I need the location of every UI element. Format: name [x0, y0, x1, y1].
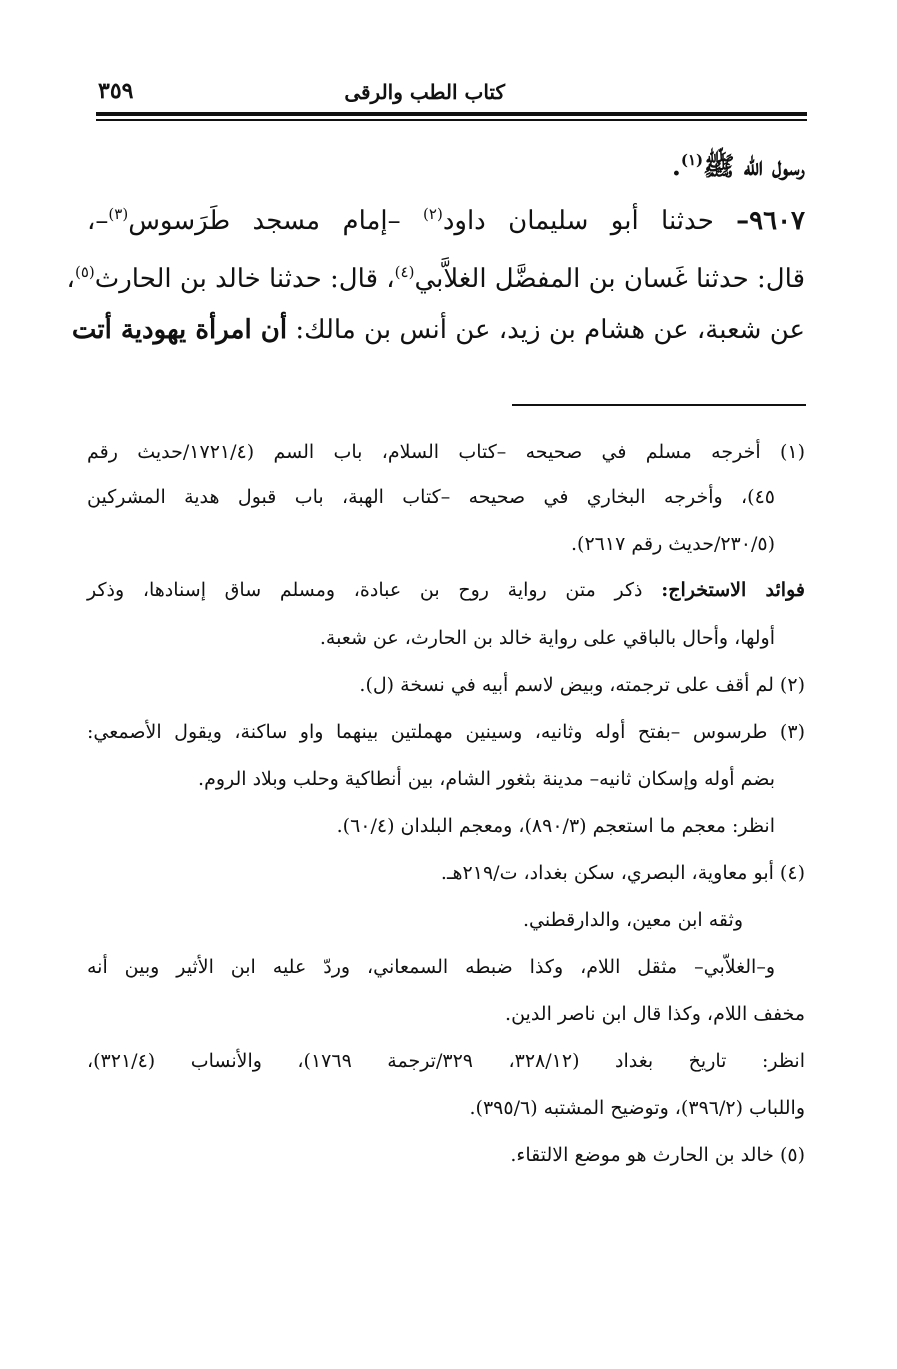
main-text-segment: –، — [87, 206, 109, 236]
main-text-segment: ، — [66, 264, 75, 294]
main-text-segment: . — [671, 152, 681, 182]
footnote-line: (٣) طرسوس –بفتح أوله وثانيه، وسينين مهملتين بينهما واو ساكنة، ويقول الأصمعي: — [87, 721, 805, 743]
footnote-ref-1: (١) — [680, 151, 704, 169]
running-header-title: كتاب الطب والرقى — [344, 80, 505, 104]
main-text-segment: رسول الله ﷺ — [703, 152, 805, 182]
footnote-text: ذكر متن رواية روح بن عبادة، ومسلم ساق إسنادها، وذكر — [87, 579, 662, 601]
footnote-line: ٤٥)، وأخرجه البخاري في صحيحه –كتاب الهبة، باب قبول هدية المشركين — [87, 486, 775, 508]
main-text-segment: ، قال: حدثنا خالد بن الحارث — [94, 264, 395, 294]
footnote-line: (٤) أبو معاوية، البصري، سكن بغداد، ت/٢١٩هـ. — [440, 862, 805, 884]
footnote-line: وثقه ابن معين، والدارقطني. — [522, 909, 743, 931]
footnote-line: أولها، وأحال بالباقي على رواية خالد بن الحارث، عن شعبة. — [319, 627, 775, 649]
main-text-segment: عن شعبة، عن هشام بن زيد، عن أنس بن مالك: — [287, 315, 805, 345]
main-text-line-3 — [66, 252, 805, 299]
header-rule-thick — [96, 112, 807, 116]
main-text-line-1 — [87, 140, 805, 187]
footnote-ref-4: (٤) — [394, 263, 415, 281]
footnote-line: بضم أوله وإسكان ثانيه– مدينة بثغور الشام، بين أنطاكية وحلب وبلاد الروم. — [198, 768, 775, 790]
main-text-line-2 — [87, 194, 805, 241]
hadith-number: ٩٦٠٧– — [736, 206, 805, 236]
footnote-ref-3: (٣) — [108, 205, 129, 223]
header-rule-thin — [96, 119, 807, 121]
page-number: ٣٥٩ — [98, 78, 134, 104]
footnote-line: (٢) لم أقف على ترجمته، وبيض لاسم أبيه في نسخة (ل). — [359, 674, 805, 696]
footnote-line: (٢٣٠/٥/حديث رقم ٢٦١٧). — [571, 533, 775, 555]
footnote-separator — [512, 404, 806, 406]
main-text-segment: –إمام مسجد طَرَسوس — [128, 206, 424, 236]
main-text-line-4 — [71, 310, 805, 350]
main-text-segment: حدثنا أبو سليمان داود — [442, 206, 737, 236]
footnote-ref-5: (٥) — [74, 263, 95, 281]
footnote-bold-label: فوائد الاستخراج: — [661, 579, 805, 601]
footnote-line: (١) أخرجه مسلم في صحيحه –كتاب السلام، باب السم (١٧٢١/٤/حديث رقم — [87, 441, 805, 463]
footnote-line: واللباب (٣٩٦/٢)، وتوضيح المشتبه (٣٩٥/٦). — [469, 1097, 805, 1119]
footnote-line: (٥) خالد بن الحارث هو موضع الالتقاء. — [510, 1144, 805, 1166]
footnote-line: انظر: معجم ما استعجم (٨٩٠/٣)، ومعجم البلدان (٦٠/٤). — [336, 815, 775, 837]
footnote-line — [87, 575, 805, 605]
footnote-line: مخفف اللام، وكذا قال ابن ناصر الدين. — [505, 1003, 805, 1025]
footnote-line: و–الغلاّبي– مثقل اللام، وكذا ضبطه السمعاني، وردّ عليه ابن الأثير وبين أنه — [87, 956, 775, 978]
footnote-line: انظر: تاريخ بغداد (٣٢٨/١٢، ٣٢٩/ترجمة ١٧٦٩)، والأنساب (٣٢١/٤)، — [87, 1050, 805, 1072]
main-text-segment: قال: حدثنا غَسان بن المفضَّل الغلاَّبي — [414, 264, 805, 294]
footnote-ref-2: (٢) — [423, 205, 443, 223]
main-text-bold-segment: أن امرأة يهودية أتت — [71, 315, 288, 345]
